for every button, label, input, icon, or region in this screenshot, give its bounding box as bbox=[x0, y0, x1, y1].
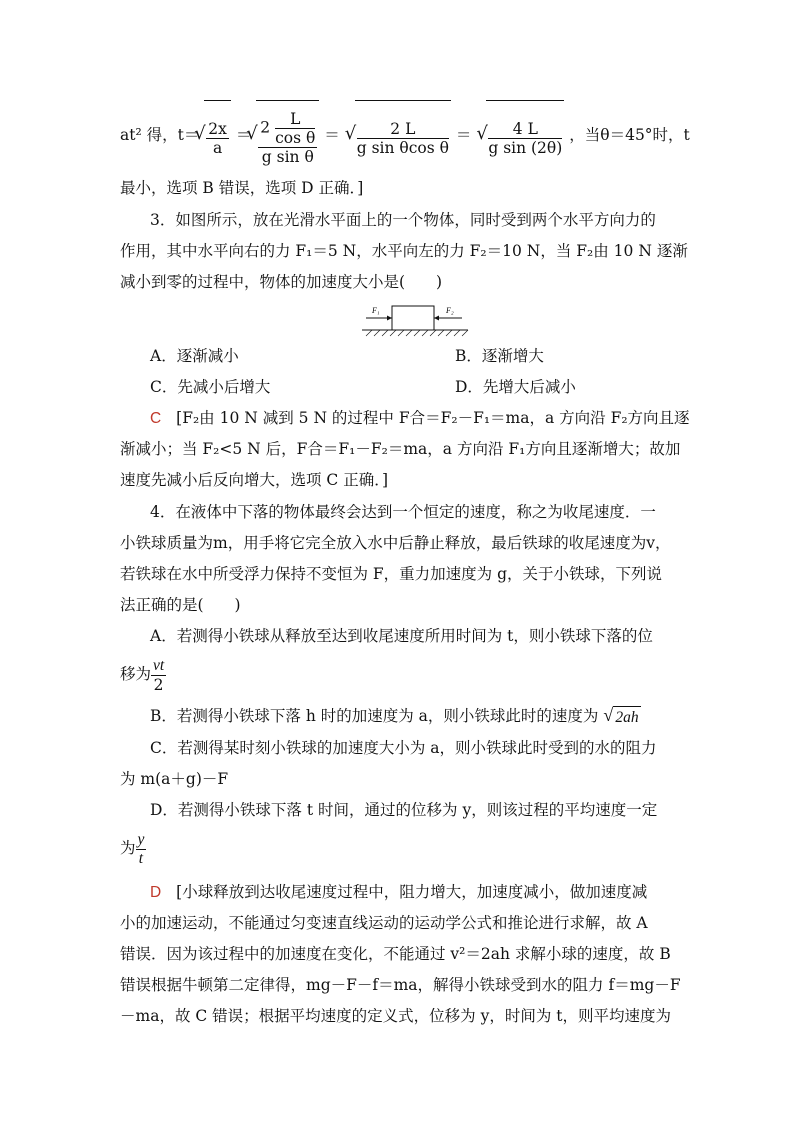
q4-optA2-num: vt bbox=[153, 656, 165, 674]
q4-line4: 法正确的是( ) bbox=[120, 596, 241, 614]
block bbox=[392, 306, 434, 330]
q3-option-d: D．先增大后减小 bbox=[455, 378, 576, 396]
q4-line2: 小铁球质量为m，用手将它完全放入水中后静止释放，最后铁球的收尾速度为v， bbox=[120, 534, 671, 552]
big-num-cos: cos θ bbox=[275, 129, 316, 147]
q4-option-c-line1: C．若测得某时刻小铁球的加速度大小为 a，则小铁球此时受到的水的阻力 bbox=[150, 739, 657, 757]
q3-explanation-line2: 渐减小；当 F₂<5 N 后，F合＝F₁－F₂＝ma，a 方向沿 F₁方向且逐渐增大；故加 bbox=[120, 440, 681, 458]
q4-option-a-line1: A．若测得小铁球从释放至达到收尾速度所用时间为 t，则小铁球下落的位 bbox=[150, 627, 653, 645]
q3-line1: 3．如图所示，放在光滑水平面上的一个物体，同时受到两个水平方向力的 bbox=[150, 211, 656, 229]
s4-num: √ 4 L bbox=[488, 120, 562, 139]
q4-optD2-prefix: 为 bbox=[120, 839, 136, 857]
sqrt-big bbox=[256, 100, 319, 172]
q4-optB-sqrt: √ 2ah bbox=[613, 706, 640, 728]
q4-explanation-line2: 小的加速运动，不能通过匀变速直线运动的运动学公式和推论进行求解，故 A bbox=[120, 914, 648, 932]
q4-option-c-line2: 为 m(a＋g)－F bbox=[120, 770, 229, 788]
q3-answer-letter: C bbox=[150, 410, 162, 427]
q4-answer-letter: D bbox=[150, 884, 162, 901]
s3-num: √ 2 L bbox=[357, 120, 449, 139]
s3-den: g sin θcos θ bbox=[356, 138, 449, 157]
q3-explanation-line3: 速度先减小后反向增大，选项 C 正确．] bbox=[120, 471, 389, 489]
sqrt-2x-over-a bbox=[204, 100, 231, 172]
q4-optA2-den: 2 bbox=[153, 675, 164, 694]
q4-optD2-num: y bbox=[137, 830, 145, 848]
q4-explanation-line1 bbox=[150, 882, 710, 903]
big-den: g sin θ bbox=[261, 148, 314, 166]
q3-explanation-line1 bbox=[150, 408, 710, 429]
label-f1: F₁ bbox=[372, 306, 380, 315]
q3-option-b: B．逐渐增大 bbox=[455, 347, 544, 365]
q4-optA2-prefix: 移为 bbox=[120, 665, 152, 683]
q3-figure bbox=[360, 300, 470, 340]
equals-1: ＝ bbox=[235, 126, 252, 144]
frac-num: √ 2x bbox=[208, 119, 227, 138]
formula-prefix: at² 得，t＝ bbox=[120, 126, 200, 144]
q4-explanation-line5: －ma，故 C 错误；根据平均速度的定义式，位移为 y，时间为 t，则平均速度为 bbox=[120, 1007, 671, 1025]
q3-option-c: C．先减小后增大 bbox=[150, 378, 271, 396]
equals-3: ＝ bbox=[455, 126, 472, 144]
big-num-L: L bbox=[275, 110, 315, 129]
line-after-formula: 最小，选项 B 错误，选项 D 正确．] bbox=[120, 179, 364, 197]
q4-option-b bbox=[150, 706, 710, 728]
big-num bbox=[258, 110, 317, 148]
q4-expl1-text: [小球释放到达收尾速度过程中，阻力增大，加速度减小，做加速度减 bbox=[176, 883, 648, 901]
q4-line1: 4．在液体中下落的物体最终会达到一个恒定的速度，称之为收尾速度．一 bbox=[150, 503, 656, 521]
q4-optD2-den: t bbox=[138, 849, 144, 867]
q3-line2: 作用，其中水平向右的力 F₁＝5 N，水平向左的力 F₂＝10 N，当 F₂由 10 N 逐渐 bbox=[120, 242, 688, 260]
big-num-2: 2 bbox=[260, 118, 271, 137]
frac-den: a bbox=[212, 138, 223, 157]
q4-option-a-line2 bbox=[120, 654, 680, 694]
q4-line3: 若铁球在水中所受浮力保持不变恒为 F，重力加速度为 g，关于小铁球，下列说 bbox=[120, 565, 663, 583]
label-f2: F₂ bbox=[446, 306, 454, 315]
q3-option-a: A．逐渐减小 bbox=[150, 347, 239, 365]
q4-optB-prefix: B．若测得小铁球下落 h 时的加速度为 a，则小铁球此时的速度为 bbox=[150, 707, 599, 725]
q3-line3: 减小到零的过程中，物体的加速度大小是( ) bbox=[120, 273, 443, 291]
q3-expl1-text: [F₂由 10 N 减到 5 N 的过程中 F合＝F₂－F₁＝ma，a 方向沿 F₂方向且逐 bbox=[176, 409, 690, 427]
top-formula bbox=[120, 100, 690, 170]
q4-option-d-line2 bbox=[120, 828, 680, 868]
q4-explanation-line4: 错误根据牛顿第二定律得，mg－F－f＝ma，解得小铁球受到水的阻力 f＝mg－F bbox=[120, 976, 681, 994]
sqrt-3 bbox=[355, 100, 451, 172]
q4-explanation-line3: 错误．因为该过程中的加速度在变化，不能通过 v²＝2ah 求解小球的速度，故 B bbox=[120, 945, 671, 963]
q4-option-d-line1: D．若测得小铁球下落 t 时间，通过的位移为 y，则该过程的平均速度一定 bbox=[150, 801, 658, 819]
sqrt-4 bbox=[486, 100, 564, 172]
s4-den: g sin (2θ) bbox=[488, 138, 563, 157]
formula-suffix: ，当θ＝45°时，t bbox=[569, 126, 690, 144]
equals-2: ＝ bbox=[324, 126, 340, 144]
